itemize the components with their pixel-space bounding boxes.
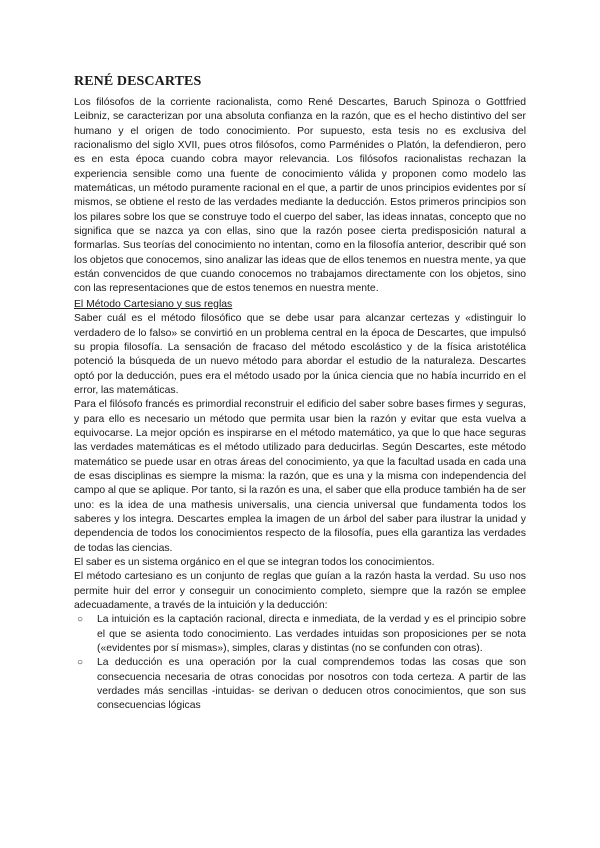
list-item xyxy=(77,613,526,656)
section-paragraph-2: Para el filósofo francés es primordial reconstruir el edificio del saber sobre bases firmes y seguras, y para ello es necesario un método que permita usar bien la razón y evitar que esta vuelva a equivocarse. La mejor opción es inspirarse en el método matemático, ya que lo que hace seguras las verdades matemáticas es el método utilizado para deducirlas. Según Descartes, este método matemático se puede usar en otras áreas del conocimiento, ya que la facultad usada en cada una de esas disciplinas es siempre la misma: la razón, que es una y la misma con independencia del campo al que se aplique. Por tanto, si la razón es una, el saber que ella produce también ha de ser uno: es la idea de una mathesis universalis, una ciencia universal que fundamenta todos los saberes y los integra. Descartes emplea la imagen de un árbol del saber para ilustrar la unidad y dependencia de todos los conocimientos respecto de la filosofía, pues ella garantiza las verdades de todas las ciencias. xyxy=(74,399,526,554)
list-item xyxy=(77,656,526,713)
bullet-circle-icon: ○ xyxy=(77,657,84,669)
method-rules-list xyxy=(74,613,526,713)
list-item-text: La intuición es la captación racional, directa e inmediata, de la verdad y es el principio sobre el que se asienta todo conocimiento. Las verdades intuidas son proposiciones per se nota («evidentes por sí mismas»), simples, claras y distintas (no se confunden con otras). xyxy=(97,614,526,655)
bullet-circle-icon: ○ xyxy=(77,614,84,626)
section-paragraph-3: El saber es un sistema orgánico en el que se integran todos los conocimientos. xyxy=(74,557,435,568)
section-heading: El Método Cartesiano y sus reglas xyxy=(74,298,233,310)
document-title: RENÉ DESCARTES xyxy=(74,74,202,89)
section-paragraph-4: El método cartesiano es un conjunto de reglas que guían a la razón hasta la verdad. Su uso nos permite huir del error y conseguir un conocimiento completo, siempre que la razón se emplee adecuadamente, a través de la intuición y la deducción: xyxy=(74,571,526,612)
section-paragraph-1: Saber cuál es el método filosófico que se debe usar para alcanzar certezas y «distinguir lo verdadero de lo falso» se convirtió en un problema central en la época de Descartes, que impulsó su propia filosofía. La sensación de fracaso del método escolástico y de la física aristotélica potenció la búsqueda de un nuevo método para abordar el estudio de la naturaleza. Descartes optó por la deducción, pues era el método usado por la única ciencia que no había incurrido en el error, las matemáticas. xyxy=(74,313,526,396)
intro-paragraph: Los filósofos de la corriente racionalista, como René Descartes, Baruch Spinoza o Gottfried Leibniz, se caracterizan por una absoluta confianza en la razón, que es el hecho distintivo del ser humano y el origen de todo conocimiento. Por supuesto, esta tesis no es exclusiva del racionalismo del siglo XVII, pues otros filósofos, como Parménides o Platón, la defendieron, pero es en esta época cuando cobra mayor relevancia. Los filósofos racionalistas rechazan la experiencia sensible como una fuente de conocimiento válida y proponen como modelo las matemáticas, un método puramente racional en el que, a partir de unos principios evidentes por sí mismos, se obtiene el resto de las verdades mediante la deducción. Estos primeros principios son los pilares sobre los que se construye todo el cuerpo del saber, las ideas innatas, concepto que no significa que se nazca ya con ellas, sino que la razón posee cierta predisposición natural a formarlas. Sus teorías del conocimiento no intentan, como en la filosofía anterior, describir qué son los objetos que conocemos, sino analizar las ideas que de ellos tenemos en nuestra mente, ya que están convencidos de que cuando conocemos no trabajamos directamente con los objetos, sino con las representaciones que de estos tenemos en nuestra mente. xyxy=(74,97,526,295)
list-item-text: La deducción es una operación por la cual comprendemos todas las cosas que son consecuencia necesaria de otras conocidas por nosotros con toda certeza. A partir de las verdades más sencillas -intuidas- se derivan o deducen otros conocimientos, que son sus consecuencias lógicas xyxy=(97,657,526,712)
